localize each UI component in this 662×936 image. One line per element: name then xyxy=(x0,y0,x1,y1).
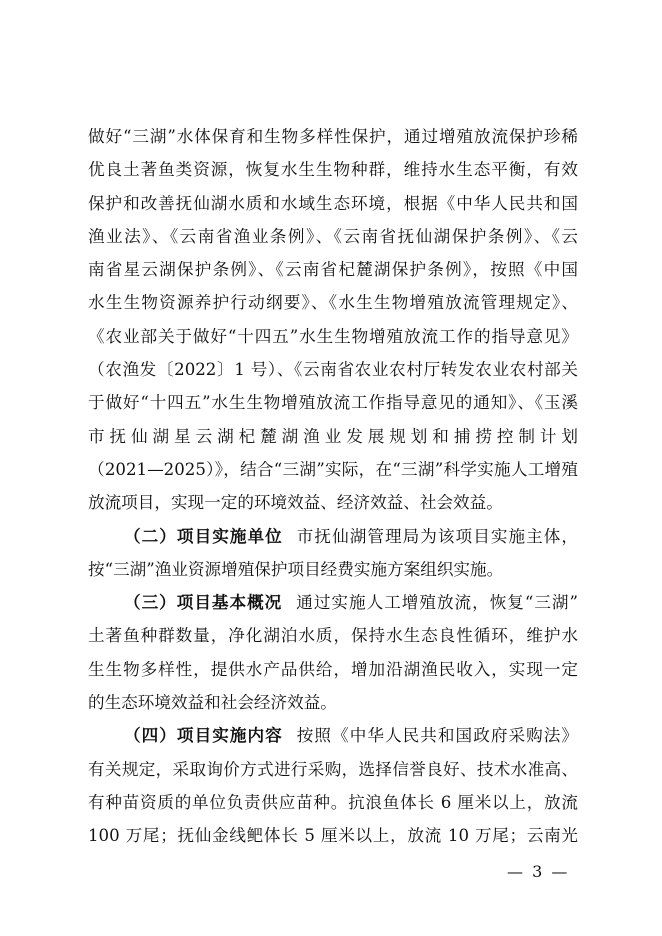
text-line: 南省星云湖保护条例》、《云南省杞麓湖保护条例》，按照《中国 xyxy=(88,260,578,280)
section-heading: （四）项目实施内容 xyxy=(124,726,283,746)
section-first-line xyxy=(88,520,578,553)
section-heading: （三）项目基本概况 xyxy=(124,593,283,613)
section-text: 按照《中华人民共和国政府采购法》 xyxy=(296,726,579,746)
section-first-line xyxy=(88,586,578,619)
text-line: 有种苗资质的单位负责供应苗种。抗浪鱼体长 6 厘米以上，放流 xyxy=(88,792,578,812)
text-line: 市抚仙湖星云湖杞麓湖渔业发展规划和捕捞控制计划 xyxy=(88,426,578,446)
page-number: — 3 — xyxy=(507,862,570,881)
section-implementation-content xyxy=(88,719,578,852)
text-line: 《农业部关于做好“十四五”水生生物增殖放流工作的指导意见》 xyxy=(88,326,578,346)
text-line: 放流项目，实现一定的环境效益、经济效益、社会效益。 xyxy=(88,493,503,513)
paragraph-1 xyxy=(88,120,578,520)
text-line: 优良土著鱼类资源，恢复水生生物种群，维持水生态平衡，有效 xyxy=(88,160,578,180)
text-line: 生生物多样性，提供水产品供给，增加沿湖渔民收入，实现一定 xyxy=(88,659,578,679)
text-line: （农渔发〔2022〕1 号）、《云南省农业农村厅转发农业农村部关 xyxy=(88,360,578,380)
section-implementation-unit xyxy=(88,520,578,587)
text-line: 的生态环境效益和社会经济效益。 xyxy=(88,693,337,713)
text-line: 水生生物资源养护行动纲要》、《水生生物增殖放流管理规定》、 xyxy=(88,293,578,313)
text-line: （2021—2025）》，结合“三湖”实际，在“三湖”科学实施人工增殖 xyxy=(88,459,578,479)
text-line: 土著鱼种群数量，净化湖泊水质，保持水生态良性循环，维护水 xyxy=(88,626,578,646)
text-line: 保护和改善抚仙湖水质和水域生态环境，根据《中华人民共和国 xyxy=(88,193,578,213)
section-text: 通过实施人工增殖放流，恢复“三湖” xyxy=(296,593,578,613)
section-first-line xyxy=(88,719,578,752)
text-line: 按“三湖”渔业资源增殖保护项目经费实施方案组织实施。 xyxy=(88,559,504,579)
section-basic-overview xyxy=(88,586,578,719)
text-line: 于做好“十四五”水生生物增殖放流工作指导意见的通知》、《玉溪 xyxy=(88,393,578,413)
text-line: 渔业法》、《云南省渔业条例》、《云南省抚仙湖保护条例》、《云 xyxy=(88,226,578,246)
text-line: 100 万尾；抚仙金线鲃体长 5 厘米以上，放流 10 万尾；云南光 xyxy=(88,826,578,846)
text-line: 有关规定，采取询价方式进行采购，选择信誉良好、技术水准高、 xyxy=(88,759,578,779)
section-heading: （二）项目实施单位 xyxy=(124,526,283,546)
document-body xyxy=(88,120,578,853)
text-line: 做好“三湖”水体保育和生物多样性保护，通过增殖放流保护珍稀 xyxy=(88,127,578,146)
section-text: 市抚仙湖管理局为该项目实施主体， xyxy=(296,526,579,546)
